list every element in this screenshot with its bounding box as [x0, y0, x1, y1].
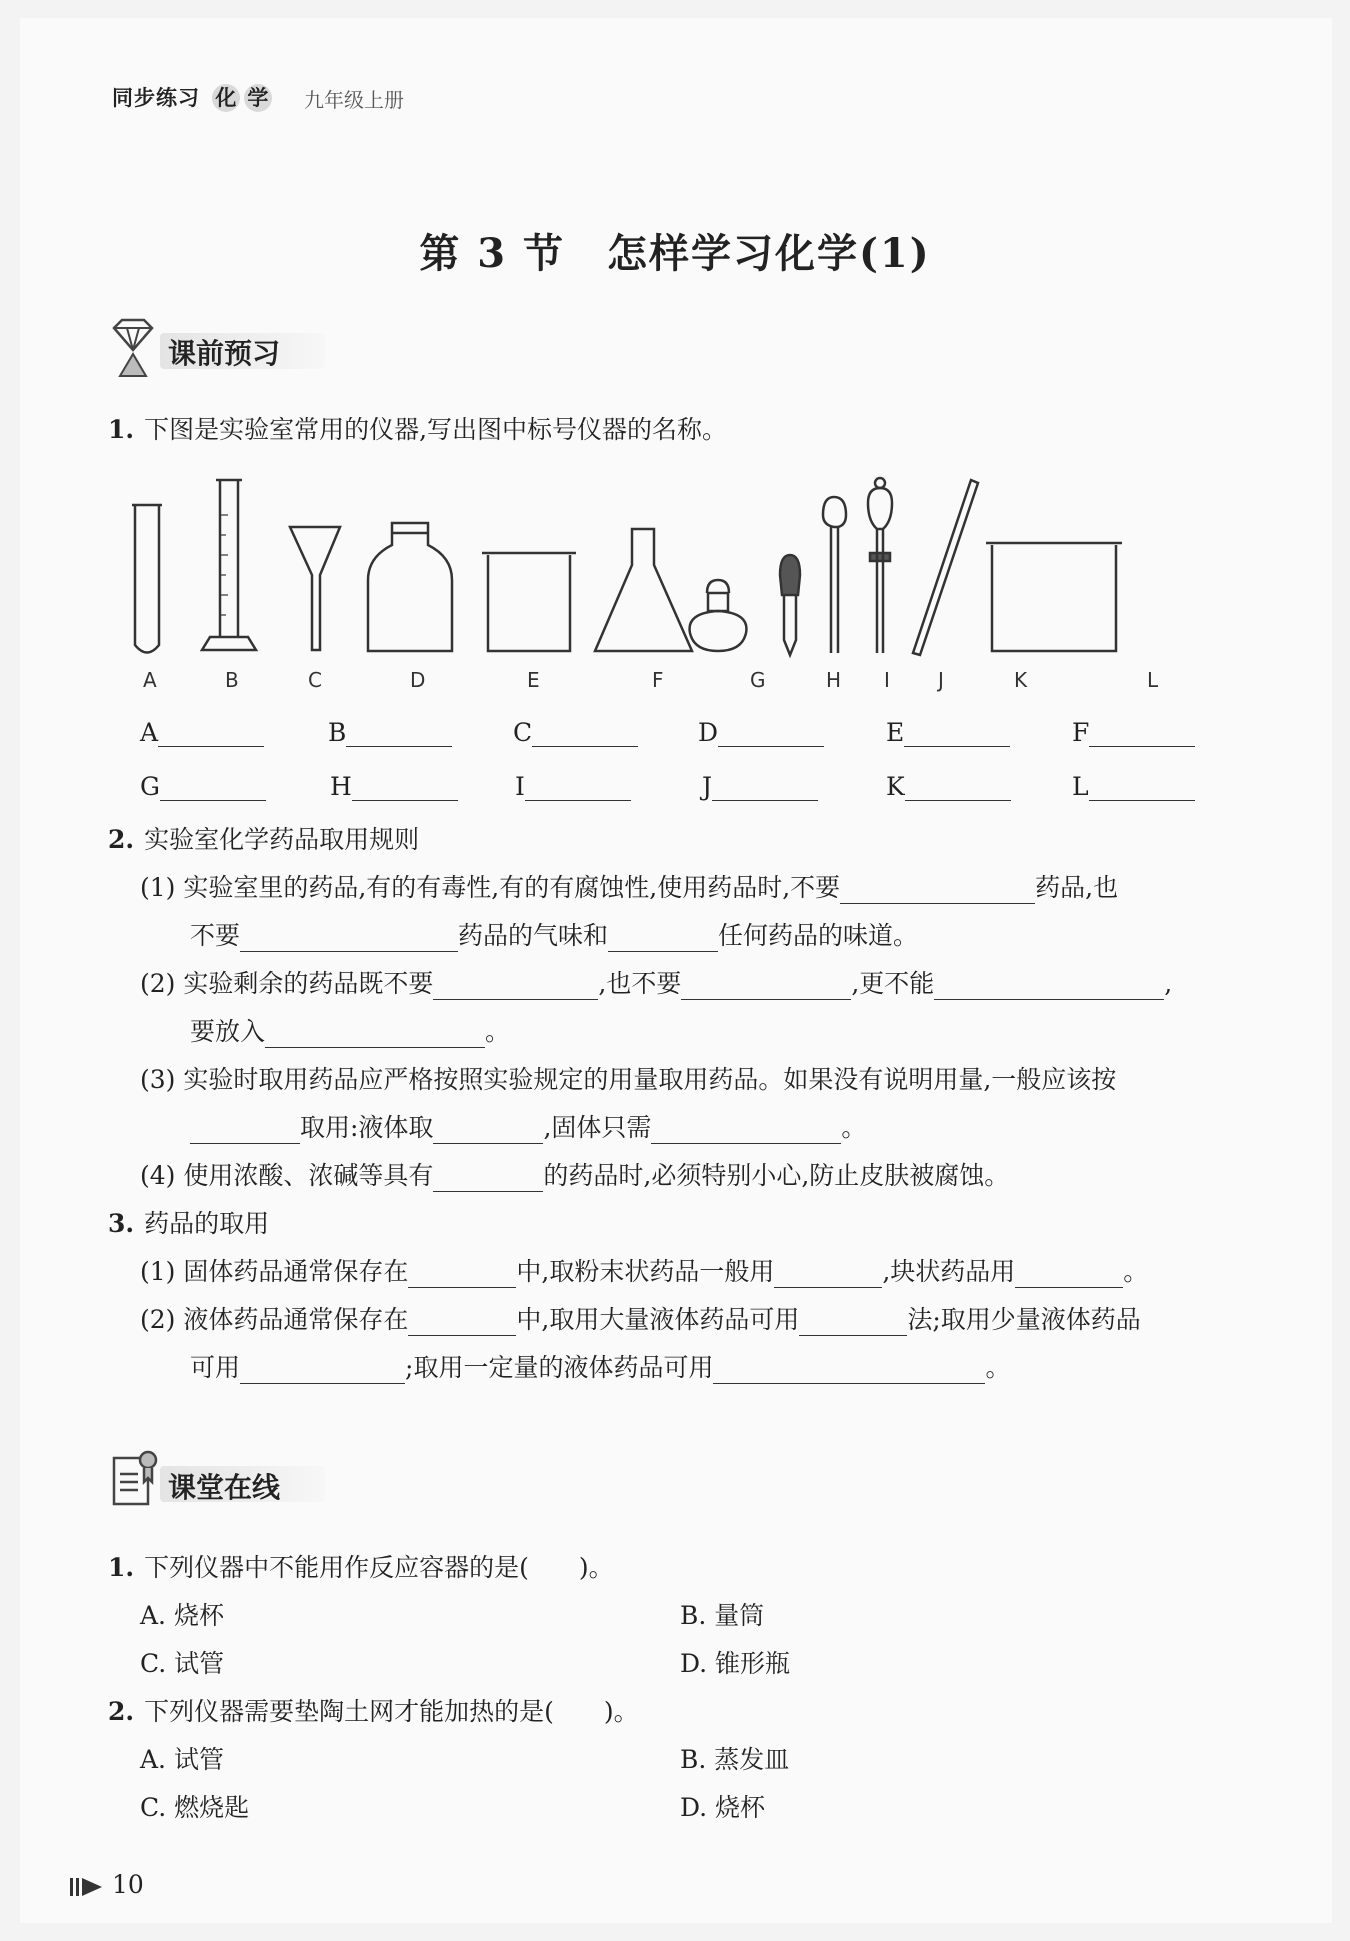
answer-b: B	[328, 718, 452, 747]
q2-part-4: (4) 使用浓酸、浓碱等具有 的药品时,必须特别小心,防止皮肤被腐蚀。	[140, 1161, 1010, 1190]
option-b[interactable]: B. 量筒	[680, 1601, 765, 1630]
blank[interactable]	[774, 1261, 882, 1288]
blank[interactable]	[433, 1165, 543, 1192]
blank[interactable]	[1015, 1261, 1123, 1288]
blank[interactable]	[160, 774, 266, 801]
blank[interactable]	[532, 720, 638, 747]
option-c[interactable]: C. 燃烧匙	[140, 1793, 250, 1822]
apparatus-label: J	[938, 668, 944, 692]
book-header	[112, 82, 276, 112]
page-title: 第 3 节 怎样学习化学(1)	[419, 230, 931, 277]
q-text: 下列仪器需要垫陶土网才能加热的是( )。	[144, 1697, 639, 1726]
blank[interactable]	[934, 973, 1164, 1000]
q3-part-2-line-2: 可用 ;取用一定量的液体药品可用 。	[190, 1353, 1011, 1382]
apparatus-label: K	[1014, 668, 1028, 692]
blank[interactable]	[158, 720, 264, 747]
long-neck-funnel-icon	[823, 497, 846, 653]
apparatus-label: F	[652, 668, 664, 692]
q-number: 2.	[108, 1697, 135, 1726]
q2-part-3-line-2: 取用:液体取 ,固体只需 。	[190, 1108, 866, 1144]
separatory-funnel-icon	[868, 478, 892, 653]
blank[interactable]	[799, 1309, 907, 1336]
option-b[interactable]: B. 蒸发皿	[680, 1745, 790, 1774]
page-footer	[68, 1870, 144, 1899]
grade-label: 九年级上册	[304, 88, 404, 112]
apparatus-label: E	[527, 668, 540, 692]
q-number: 3.	[108, 1209, 135, 1238]
option-c[interactable]: C. 试管	[140, 1649, 225, 1678]
q-number: 2.	[108, 825, 135, 854]
blank[interactable]	[840, 877, 1035, 904]
q1-classroom	[108, 1548, 614, 1584]
q-number: 1.	[108, 415, 135, 444]
answer-f: F	[1072, 718, 1195, 747]
apparatus-label: D	[410, 668, 426, 692]
answer-d: D	[698, 718, 824, 747]
answer-l: L	[1072, 772, 1195, 801]
answer-c: C	[513, 718, 638, 747]
option-d[interactable]: D. 烧杯	[680, 1793, 766, 1822]
reagent-bottle-icon	[368, 523, 452, 651]
beaker-icon	[488, 555, 570, 651]
test-tube-icon	[135, 505, 159, 653]
glass-rod-icon	[913, 480, 978, 655]
q3-part-1: (1) 固体药品通常保存在 中,取粉末状药品一般用 ,块状药品用 。	[140, 1257, 1149, 1286]
subject-char-2: 学	[244, 84, 272, 112]
q3-preview	[108, 1204, 269, 1240]
play-marker-icon	[68, 1876, 104, 1898]
option-d[interactable]: D. 锥形瓶	[680, 1649, 791, 1678]
alcohol-lamp-icon	[690, 580, 747, 651]
apparatus-label: G	[750, 668, 766, 692]
blank[interactable]	[718, 720, 824, 747]
blank[interactable]	[433, 1117, 543, 1144]
q2-part-1-line-2: 不要 药品的气味和 任何药品的味道。	[190, 921, 919, 950]
apparatus-label: L	[1147, 668, 1159, 692]
answer-e: E	[886, 718, 1010, 747]
dropper-icon	[780, 555, 800, 655]
answer-i: I	[515, 772, 631, 801]
q-text: 实验室化学药品取用规则	[144, 825, 420, 854]
blank[interactable]	[712, 774, 818, 801]
option-a[interactable]: A. 试管	[140, 1745, 224, 1774]
apparatus-label: A	[143, 668, 157, 692]
blank[interactable]	[408, 1261, 516, 1288]
answer-h: H	[330, 772, 458, 801]
blank[interactable]	[608, 925, 718, 952]
page-number: 10	[111, 1870, 144, 1899]
notebook-icon	[106, 1448, 160, 1508]
answer-k: K	[886, 772, 1011, 801]
answer-g: G	[140, 772, 266, 801]
q2-part-1-line-1: (1) 实验室里的药品,有的有毒性,有的有腐蚀性,使用药品时,不要 药品,也	[140, 873, 1119, 902]
q2-part-3-line-1: (3) 实验时取用药品应严格按照实验规定的用量取用药品。如果没有说明用量,一般应该按	[140, 1065, 1117, 1094]
blank[interactable]	[713, 1357, 985, 1384]
blank[interactable]	[352, 774, 458, 801]
apparatus-label: H	[826, 668, 842, 692]
blank[interactable]	[408, 1309, 516, 1336]
subject-char-1: 化	[212, 84, 240, 112]
q2-classroom	[108, 1692, 639, 1728]
conical-flask-icon	[595, 529, 692, 651]
q-text: 下列仪器中不能用作反应容器的是( )。	[144, 1553, 614, 1582]
blank[interactable]	[346, 720, 452, 747]
apparatus-label: C	[308, 668, 322, 692]
apparatus-label: I	[884, 668, 890, 692]
apparatus-figure	[130, 475, 1250, 665]
blank[interactable]	[190, 1117, 300, 1144]
blank[interactable]	[1089, 774, 1195, 801]
blank[interactable]	[681, 973, 851, 1000]
apparatus-label: B	[225, 668, 239, 692]
option-a[interactable]: A. 烧杯	[140, 1601, 224, 1630]
blank[interactable]	[651, 1117, 841, 1144]
diamond-icon	[110, 318, 156, 378]
q-number: 1.	[108, 1553, 135, 1582]
blank[interactable]	[433, 973, 598, 1000]
blank[interactable]	[905, 774, 1011, 801]
q1-preview	[108, 410, 727, 446]
answer-a: A	[140, 718, 264, 747]
blank[interactable]	[265, 1021, 485, 1048]
book-name: 同步练习	[112, 86, 200, 110]
q-text: 下图是实验室常用的仪器,写出图中标号仪器的名称。	[144, 415, 728, 444]
funnel-icon	[290, 527, 340, 650]
blank[interactable]	[525, 774, 631, 801]
q2-part-2-line-2: 要放入 。	[190, 1017, 511, 1046]
blank[interactable]	[904, 720, 1010, 747]
q2-preview	[108, 820, 419, 856]
answer-j: J	[702, 772, 818, 801]
q2-part-2-line-1: (2) 实验剩余的药品既不要 ,也不要 ,更不能 ,	[140, 969, 1173, 998]
blank[interactable]	[240, 925, 458, 952]
blank[interactable]	[1089, 720, 1195, 747]
section-title-classroom: 课堂在线	[168, 1471, 281, 1504]
q-text: 药品的取用	[144, 1209, 270, 1238]
blank[interactable]	[240, 1357, 405, 1384]
section-title-preview: 课前预习	[168, 337, 281, 370]
graduated-cylinder-icon	[202, 480, 256, 650]
q3-part-2-line-1: (2) 液体药品通常保存在 中,取用大量液体药品可用 法;取用少量液体药品	[140, 1305, 1141, 1334]
trough-icon	[992, 545, 1116, 651]
